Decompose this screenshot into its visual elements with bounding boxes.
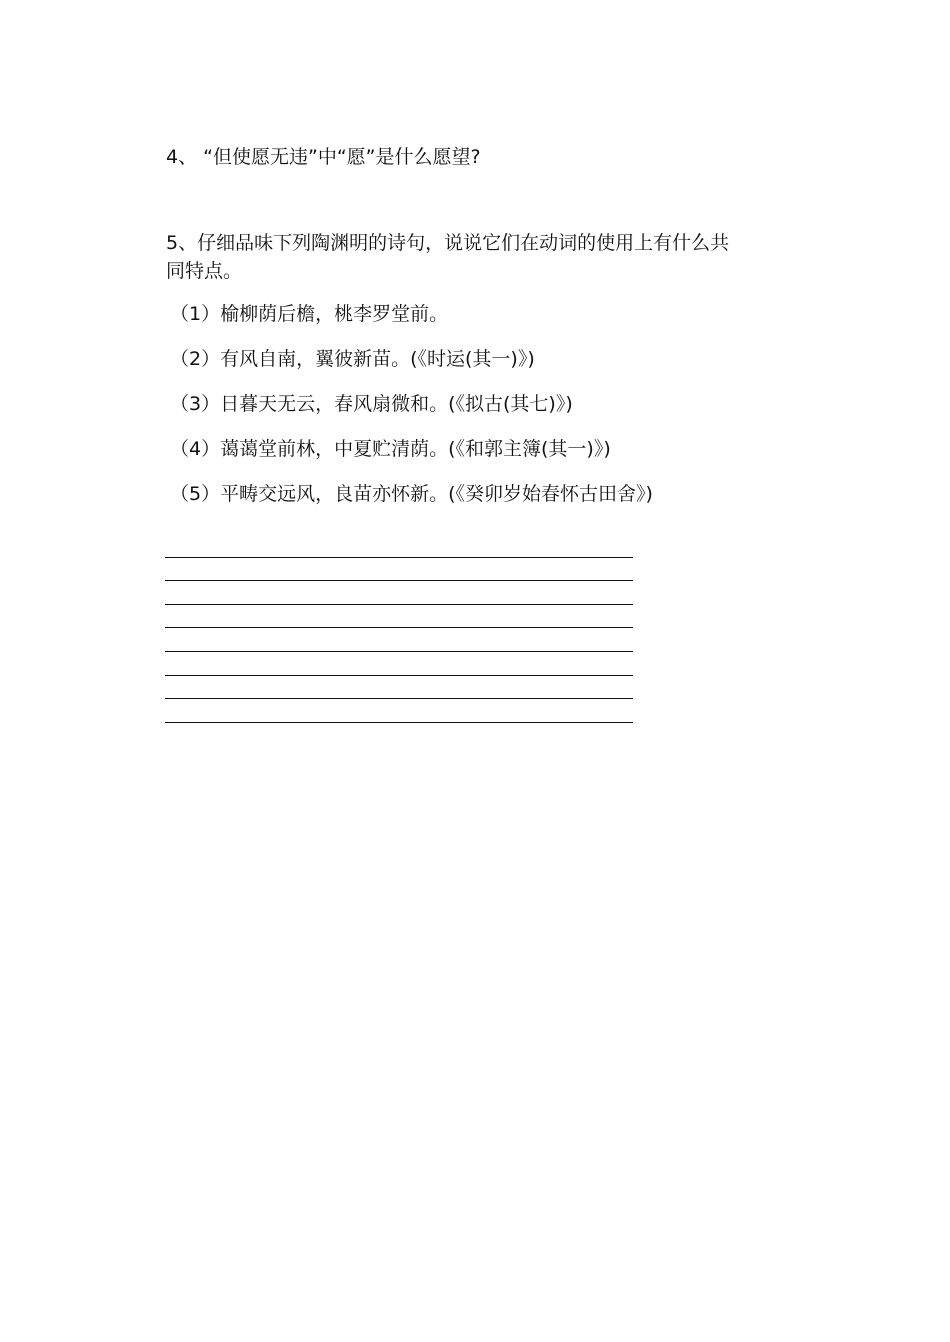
poem-line-5: （5）平畴交远风，良苗亦怀新。(《癸卯岁始春怀古田舍》) (170, 483, 653, 505)
answer-blank-line[interactable] (165, 558, 633, 582)
answer-blank-line[interactable] (165, 534, 633, 558)
question-5-text-line-2: 同特点。 (166, 260, 243, 282)
answer-blank-line[interactable] (165, 628, 633, 652)
answer-blank-line[interactable] (165, 581, 633, 605)
answer-blank-line[interactable] (165, 676, 633, 700)
poem-line-1: （1）榆柳荫后檐，桃李罗堂前。 (170, 303, 449, 325)
poem-line-3: （3）日暮天无云，春风扇微和。(《拟古(其七)》) (170, 393, 573, 415)
question-5-text-line-1: 5、仔细品味下列陶渊明的诗句，说说它们在动词的使用上有什么共 (166, 232, 730, 254)
answer-blank-line[interactable] (165, 605, 633, 629)
question-4: 4、 “但使愿无违”中“愿”是什么愿望? (166, 146, 481, 168)
poem-line-2: （2）有风自南，翼彼新苗。(《时运(其一)》) (170, 348, 535, 370)
answer-blank-line[interactable] (165, 652, 633, 676)
question-5 (166, 229, 776, 285)
poem-lines-list (170, 300, 653, 525)
poem-line-4: （4）蔼蔼堂前林，中夏贮清荫。(《和郭主簿(其一)》) (170, 438, 611, 460)
answer-area[interactable] (165, 534, 633, 723)
answer-blank-line[interactable] (165, 699, 633, 723)
